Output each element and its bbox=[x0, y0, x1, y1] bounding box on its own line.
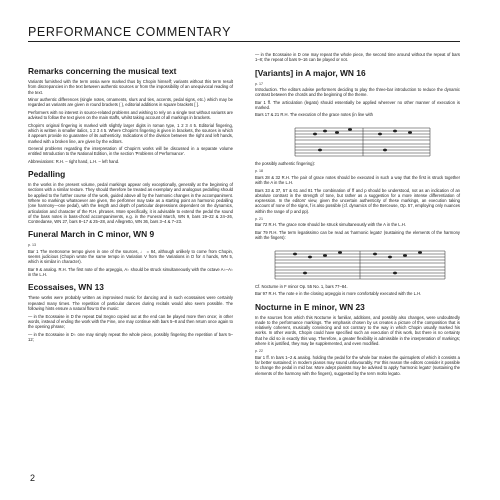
section-heading-funeral-march: Funeral March in C minor, WN 9 bbox=[28, 229, 155, 240]
paragraph: In the works in the present volume, pedal markings appear only exceptionally, generally at the beginning of sections with a similar texture. They should therefore be treated as exemplary and analogous pedalling should be applied to the further course of the work, guided above all by the harmonic changes in the accompaniment. Where no markings whatsoever are given, the performer may take as a starting point an harmonic pedalling (one harmony—one pedal), with the length and depth of particular depressions dependent on the dynamics, articulation and character of the R.H. phrases. More specifically, it is advisable to extend the pedal the sound of the bass notes in bass-chord accompaniments, e.g. in the Funeral March, WN 9, bars 19–22 & 24–26, Contredanse, WN 27, bars 8–17 & 25–28, and Allegretto, WN 36, bars 3–4 & 7–23. bbox=[28, 182, 233, 225]
music-example-1 bbox=[255, 120, 460, 158]
paragraph: Variants furnished with the term ossia were marked thus by Chopin himself; variants without this term result from discrepancies in the text between authentic sources or from the impossibility of an unequivocal reading of the text. bbox=[28, 79, 233, 95]
paragraph: Introduction. The editors advise performers deciding to play the three-bar introduction to reduce the dynamic contrast between the chords and the beginning of the theme. bbox=[255, 86, 460, 98]
page-reference: p. 13 bbox=[28, 243, 36, 248]
page-number: 2 bbox=[30, 473, 36, 483]
paragraph: General problems regarding the interpretation of Chopin's works will be discussed in a separate volume entitled Introduction to the National Edition, in the section 'Problems of Performance'. bbox=[28, 146, 233, 157]
music-staff-graphic bbox=[255, 120, 460, 158]
paragraph: Performers with no interest in source-related problems and wishing to rely on a single text without variants are advised to follow the text given on the main staffs, whilst taking account of all markings in brackets. bbox=[28, 109, 233, 121]
paragraph: Bar 1 The metronome tempo given in one of the sources, ♩ = 84, although unlikely to come from Chopin, seems judicious (Chopin wrote the same tempo in Variation V from the Variations in D for 4 hands, WN 5, which is similar in character). bbox=[28, 248, 233, 265]
paragraph: Bar 79 R.H. The term legatissimo can be read as 'harmonic legato' (sustaining the elements of the harmony with the fingers): bbox=[255, 229, 460, 241]
example-caption: the possibly authentic fingering): bbox=[255, 160, 316, 166]
music-staff-graphic bbox=[255, 243, 460, 281]
paragraph: Bar 9 & analog. R.H. The first note of the arpeggio, A♭ should be struck simultaneously with the octave A♭–A♭ in the L.H. bbox=[28, 266, 233, 278]
page-reference: p. 21 bbox=[255, 217, 263, 222]
paragraph: Bar 1 ff. The articulation (legato) should essentially be applied wherever no other manner of execution is marked. bbox=[255, 99, 460, 110]
section-heading-ecossaises: Ecossaises, WN 13 bbox=[28, 282, 104, 293]
section-heading-remarks: Remarks concerning the musical text bbox=[28, 66, 177, 76]
paragraph: Minor authentic differences (single notes, ornaments, slurs and ties, accents, pedal signs, etc.) which may be regarded as variants are given in round brackets ( ), editorial additions in square brackets [ ]. bbox=[28, 97, 233, 108]
section-heading-variants: [Variants] in A major, WN 16 bbox=[255, 67, 366, 78]
paragraph: Bar 1 ff. In bars 1–2 & analog. holding the pedal for the whole bar makes the quintuplets of which it consists a far better sustained; in modern pianos may sound unfavourably. For this reason the editors consider it possible to change the pedal in mid bar. More adept pianists may be advised to apply 'harmonic legato' (sustaining the elements of the harmony with the fingers), suggested by the term molto legato. bbox=[255, 354, 460, 376]
section-heading-pedalling: Pedalling bbox=[28, 169, 66, 180]
paragraph: Bars 28 & 32 R.H. The pair of grace notes should be executed in such a way that the first is struck together with the A in the L.H. bbox=[255, 174, 460, 186]
section-heading-nocturne: Nocturne in E minor, WN 23 bbox=[255, 301, 365, 312]
paragraph: Bars 33 & 37, 57 & 61 and 81 The combination of ff and p should be understood, not as an indication of an absolute contrast in the strength of tone, but rather as a suggestion for a more intense differentiation of expression. In the editors' view, given the uncertain authenticity of these markings, an execution taking account of none of the signs, f is also possible (cf. dynamics of the Berceuse, Op. 57, employing only nuances within the range of p and pp). bbox=[255, 187, 460, 214]
example-caption: Cf. Nocturne in F minor Op. 55 No. 1, bars 77–84. bbox=[255, 283, 348, 289]
paragraph: In the sources from which this Nocturne is familiar, additions, and possibly also changes, were undoubtedly made to the performance markings. The emphasis chosen by us creates a picture of the composition that is relatively coherent, musically convincing and not contrary to the way in which Chopin usually marked his works. In other words, Chopin could have specified such an execution of this work, but there is no certainty that he did so in exactly this way. Therefore, a greater flexibility is admissible in the interpretation of markings; where it is justified, they may be supplemented, and even modified. bbox=[255, 314, 460, 346]
paragraph: Chopin's original fingering is marked with slightly larger digits in roman type, 1 2 3 4 5. Editorial fingering, which is written in smaller italics, 1 2 3 4 5. Where Chopin's fingering is given in brackets, the sources in which it appears provide no guarantee of its authenticity. Indications of the division between the right and left hands, marked with a broken line, are given by the editors. bbox=[28, 122, 233, 144]
paragraph: — in the Ecossaise in D the repeat Dal Segno copied out at the end can be played more then once; in other words, instead of ending the work with the Fine, one may continue with bars 5–8 and then return once again to the opening phrase; bbox=[28, 313, 233, 330]
paragraph: — in the Ecossaise in D♭ one may simply repeat the whole piece, possibly fingering the repetition of bars 5–12; bbox=[28, 331, 233, 342]
page-title: PERFORMANCE COMMENTARY bbox=[28, 25, 232, 39]
paragraph: Bar 72 R.H. The grace note should be struck simultaneously with the A in the L.H. bbox=[255, 222, 406, 228]
left-column bbox=[28, 52, 233, 344]
page-reference: p. 17 bbox=[255, 81, 263, 86]
paragraph: Bar 97 R.H. The note e in the closing arpeggio is more comfortably executed with the L.H. bbox=[255, 291, 422, 297]
page-reference: p. 18 bbox=[255, 169, 263, 174]
title-divider bbox=[28, 41, 460, 42]
paragraph: Bars 17 & 21 R.H. The execution of the grace notes (in line with bbox=[255, 112, 373, 118]
paragraph: — in the Ecossaise in D one may repeat the whole piece, the second time around without the repeat of bars 1–8; the repeat of bars 9–16 can be played or not. bbox=[255, 52, 460, 63]
page-reference: p. 22 bbox=[255, 349, 263, 354]
right-column bbox=[255, 52, 460, 378]
music-example-2 bbox=[255, 243, 460, 281]
paragraph: These works were probably written as improvised music for dancing and in such ecossaises were certainly repeated many times. The repetition of particular dances during recitals would also seem possible. The following hints ensure a natural flow to the music: bbox=[28, 295, 233, 312]
abbreviations-note: Abbreviations: R.H. – right hand, L.H. – left hand. bbox=[28, 158, 120, 164]
